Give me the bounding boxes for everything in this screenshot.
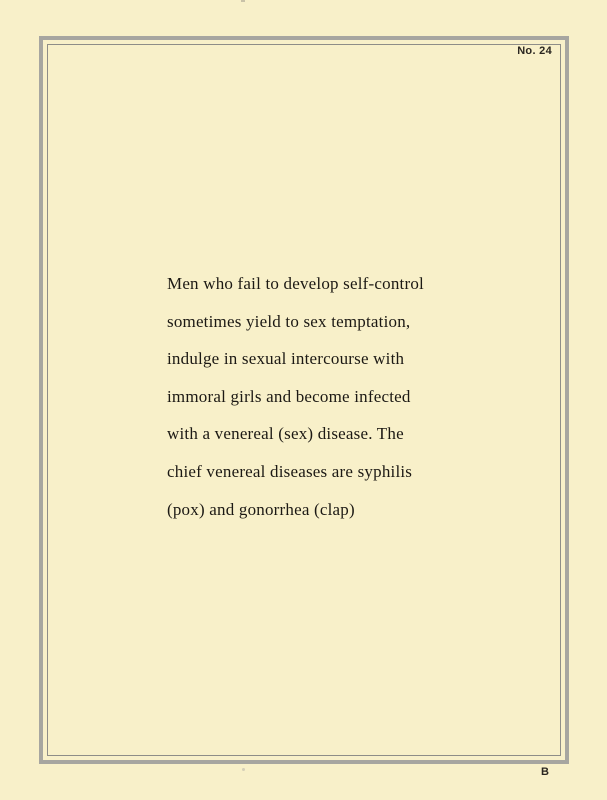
- text-line: indulge in sexual intercourse with: [167, 349, 405, 369]
- text-line: chief venereal diseases are syphilis: [167, 461, 413, 481]
- text-line: sometimes yield to sex temptation,: [167, 311, 411, 331]
- card-number: No. 24: [517, 45, 552, 57]
- text-line: Men who fail to develop self-control: [167, 274, 424, 293]
- paper-speck: [242, 768, 245, 771]
- card-body-text: [167, 268, 467, 531]
- text-line: (pox) and gonorrhea (clap): [167, 499, 355, 519]
- text-line: immoral girls and become infected: [167, 386, 411, 406]
- paper-mark: [241, 0, 245, 2]
- card-series-letter: B: [541, 766, 549, 778]
- text-line: with a venereal (sex) disease. The: [167, 424, 404, 444]
